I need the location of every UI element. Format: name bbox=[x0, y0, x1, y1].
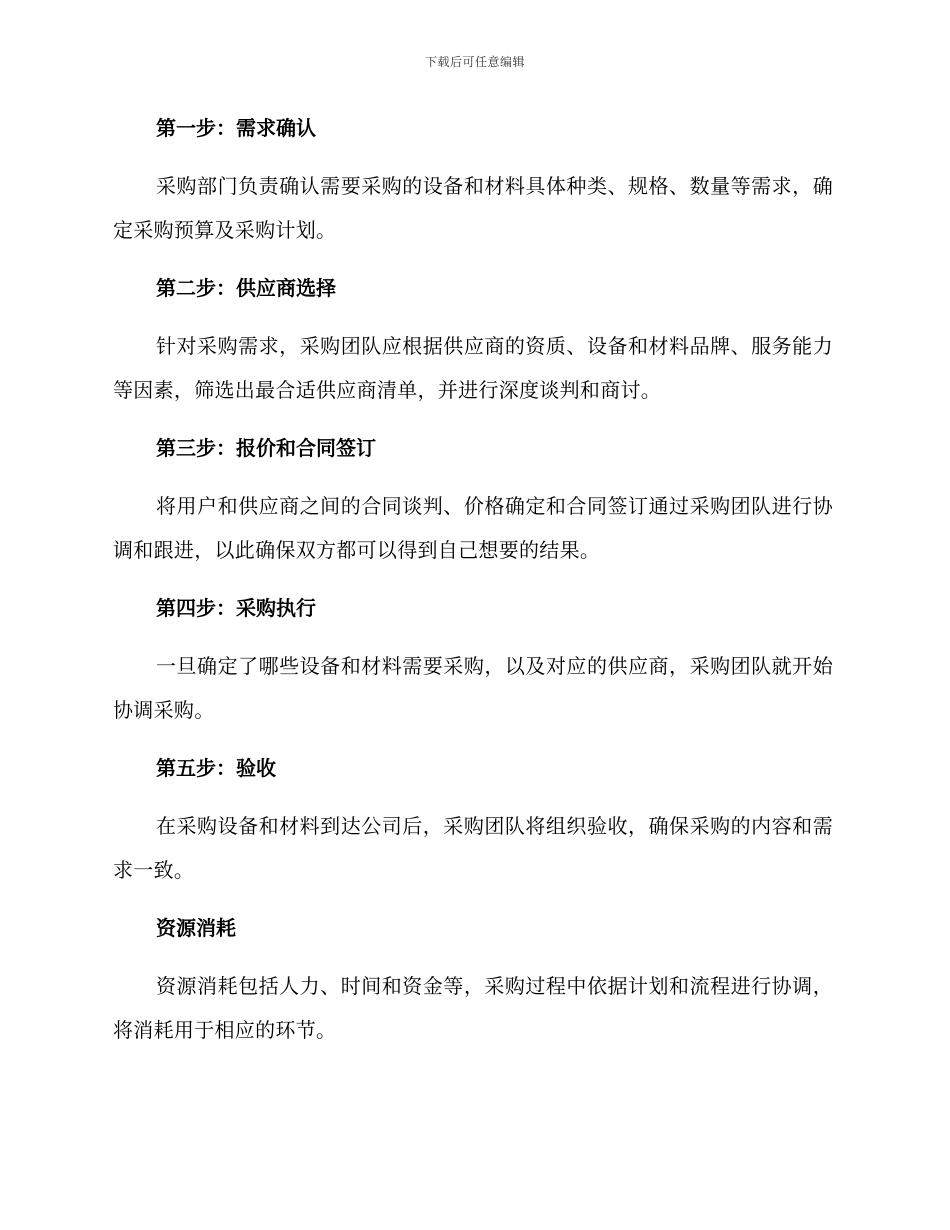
section-heading: 第四步：采购执行 bbox=[156, 596, 316, 620]
section-paragraph: 将用户和供应商之间的合同谈判、价格确定和合同签订通过采购团队进行协调和跟进，以此确保双方都可以得到自己想要的结果。 bbox=[113, 494, 833, 562]
section-procurement-execution bbox=[113, 586, 833, 732]
section-heading: 第二步：供应商选择 bbox=[156, 276, 336, 300]
section-resource-consumption bbox=[113, 906, 833, 1052]
section-demand-confirmation bbox=[113, 106, 833, 252]
section-heading: 第三步：报价和合同签订 bbox=[156, 436, 376, 460]
section-supplier-selection bbox=[113, 266, 833, 412]
section-paragraph: 资源消耗包括人力、时间和资金等，采购过程中依据计划和流程进行协调，将消耗用于相应的环节。 bbox=[113, 974, 833, 1042]
section-paragraph: 采购部门负责确认需要采购的设备和材料具体种类、规格、数量等需求，确定采购预算及采购计划。 bbox=[113, 174, 833, 242]
section-paragraph: 一旦确定了哪些设备和材料需要采购，以及对应的供应商，采购团队就开始协调采购。 bbox=[113, 654, 833, 722]
page-header: 下载后可任意编辑 bbox=[424, 55, 525, 69]
section-paragraph: 针对采购需求，采购团队应根据供应商的资质、设备和材料品牌、服务能力等因素，筛选出最合适供应商清单，并进行深度谈判和商讨。 bbox=[113, 334, 833, 402]
section-heading: 第一步：需求确认 bbox=[156, 116, 316, 140]
section-heading: 资源消耗 bbox=[156, 916, 236, 940]
section-heading: 第五步：验收 bbox=[156, 756, 276, 780]
section-acceptance bbox=[113, 746, 833, 892]
section-paragraph: 在采购设备和材料到达公司后，采购团队将组织验收，确保采购的内容和需求一致。 bbox=[113, 814, 833, 882]
section-quotation-contract bbox=[113, 426, 833, 572]
document-body bbox=[113, 106, 833, 1066]
